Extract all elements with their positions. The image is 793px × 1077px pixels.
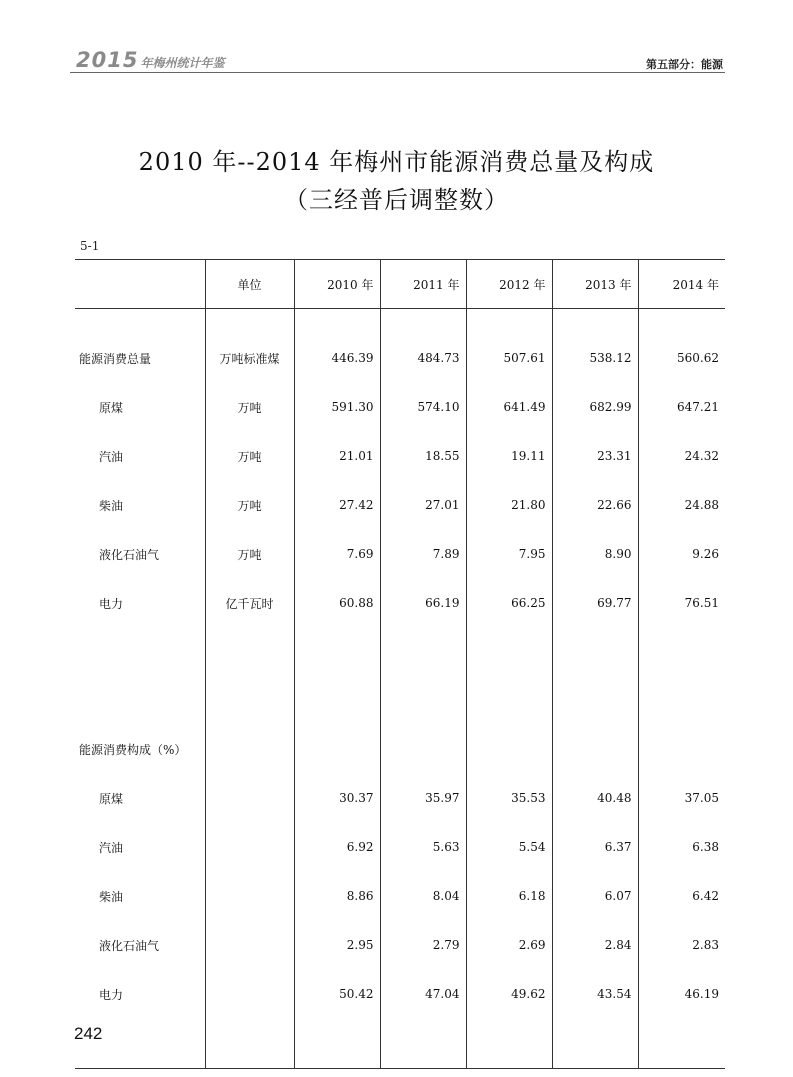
value-cell: 7.89: [380, 530, 466, 579]
unit-column-header: 单位: [205, 260, 294, 309]
table-row: [75, 823, 725, 872]
year-header: 2011 年: [380, 260, 466, 309]
empty-cell: [552, 725, 638, 774]
unit-cell: [205, 774, 294, 823]
value-cell: 2.84: [552, 921, 638, 970]
value-cell: 446.39: [294, 334, 380, 383]
value-cell: 21.80: [466, 481, 552, 530]
spacer-cell: [205, 309, 294, 334]
value-cell: 484.73: [380, 334, 466, 383]
table-row: [75, 579, 725, 628]
value-cell: 50.42: [294, 970, 380, 1019]
unit-cell: [205, 872, 294, 921]
value-cell: 37.05: [638, 774, 725, 823]
value-cell: 35.53: [466, 774, 552, 823]
table-row: [75, 383, 725, 432]
spacer-row: [75, 309, 725, 334]
table-row: [75, 970, 725, 1019]
yearbook-header-title: [76, 48, 224, 72]
spacer-cell: [294, 628, 380, 725]
year-header: 2013 年: [552, 260, 638, 309]
spacer-cell: [380, 309, 466, 334]
unit-cell: 万吨: [205, 432, 294, 481]
spacer-cell: [638, 309, 725, 334]
spacer-cell: [466, 628, 552, 725]
value-cell: 7.95: [466, 530, 552, 579]
year-header: 2012 年: [466, 260, 552, 309]
value-cell: 22.66: [552, 481, 638, 530]
value-cell: 5.63: [380, 823, 466, 872]
unit-cell: 万吨: [205, 481, 294, 530]
value-cell: 6.42: [638, 872, 725, 921]
unit-cell: 万吨: [205, 530, 294, 579]
page-number: 242: [74, 1024, 103, 1043]
spacer-cell: [380, 628, 466, 725]
value-cell: 2.95: [294, 921, 380, 970]
row-label: 电力: [99, 596, 124, 611]
spacer-cell: [205, 1019, 294, 1069]
value-cell: 66.25: [466, 579, 552, 628]
value-cell: 5.54: [466, 823, 552, 872]
spacer-cell: [75, 309, 205, 334]
table-row: [75, 481, 725, 530]
row-label: 能源消费总量: [79, 351, 152, 366]
value-cell: 6.07: [552, 872, 638, 921]
value-cell: 6.18: [466, 872, 552, 921]
value-cell: 591.30: [294, 383, 380, 432]
section-heading-row: [75, 725, 725, 774]
value-cell: 47.04: [380, 970, 466, 1019]
spacer-cell: [552, 309, 638, 334]
value-cell: 21.01: [294, 432, 380, 481]
section-heading: 能源消费构成（%）: [79, 742, 187, 757]
header-row: [75, 260, 725, 309]
value-cell: 35.97: [380, 774, 466, 823]
spacer-cell: [552, 628, 638, 725]
spacer-cell: [638, 1019, 725, 1069]
value-cell: 2.83: [638, 921, 725, 970]
header-divider: [70, 72, 725, 73]
empty-cell: [466, 725, 552, 774]
value-cell: 7.69: [294, 530, 380, 579]
value-cell: 24.88: [638, 481, 725, 530]
value-cell: 43.54: [552, 970, 638, 1019]
value-cell: 27.01: [380, 481, 466, 530]
table-row: [75, 872, 725, 921]
value-cell: 76.51: [638, 579, 725, 628]
value-cell: 24.32: [638, 432, 725, 481]
value-cell: 49.62: [466, 970, 552, 1019]
table-number: 5-1: [80, 239, 100, 253]
spacer-cell: [638, 628, 725, 725]
spacer-cell: [466, 309, 552, 334]
row-label: 原煤: [99, 400, 124, 415]
row-label: 汽油: [99, 449, 124, 464]
header-book-title: 年梅州统计年鉴: [140, 56, 225, 70]
value-cell: 8.86: [294, 872, 380, 921]
value-cell: 8.90: [552, 530, 638, 579]
value-cell: 6.92: [294, 823, 380, 872]
value-cell: 46.19: [638, 970, 725, 1019]
unit-cell: 亿千瓦时: [205, 579, 294, 628]
value-cell: 19.11: [466, 432, 552, 481]
row-label: 液化石油气: [99, 547, 160, 562]
value-cell: 69.77: [552, 579, 638, 628]
spacer-cell: [466, 1019, 552, 1069]
unit-cell: [205, 921, 294, 970]
unit-cell: 万吨标准煤: [205, 334, 294, 383]
empty-cell: [294, 725, 380, 774]
value-cell: 9.26: [638, 530, 725, 579]
row-label: 原煤: [99, 791, 124, 806]
value-cell: 641.49: [466, 383, 552, 432]
spacer-row: [75, 628, 725, 725]
row-label: 液化石油气: [99, 938, 160, 953]
value-cell: 40.48: [552, 774, 638, 823]
page-subtitle: （三经普后调整数）: [284, 186, 509, 214]
page-title: 2010 年--2014 年梅州市能源消费总量及构成: [138, 148, 655, 176]
unit-cell: 万吨: [205, 383, 294, 432]
value-cell: 30.37: [294, 774, 380, 823]
value-cell: 2.79: [380, 921, 466, 970]
value-cell: 18.55: [380, 432, 466, 481]
spacer-cell: [294, 1019, 380, 1069]
energy-consumption-table: [75, 259, 725, 1069]
spacer-cell: [380, 1019, 466, 1069]
year-header: 2010 年: [294, 260, 380, 309]
value-cell: 538.12: [552, 334, 638, 383]
value-cell: 507.61: [466, 334, 552, 383]
unit-cell: [205, 823, 294, 872]
table-row: [75, 334, 725, 383]
spacer-cell: [294, 309, 380, 334]
row-label: 电力: [99, 987, 124, 1002]
value-cell: 6.38: [638, 823, 725, 872]
year-header: 2014 年: [638, 260, 725, 309]
value-cell: 647.21: [638, 383, 725, 432]
header-section: 第五部分：能源: [646, 58, 723, 71]
spacer-cell: [205, 628, 294, 725]
empty-cell: [380, 725, 466, 774]
table-row: [75, 432, 725, 481]
value-cell: 60.88: [294, 579, 380, 628]
header-year: 2015: [76, 48, 139, 72]
spacer-cell: [552, 1019, 638, 1069]
table-row: [75, 774, 725, 823]
value-cell: 23.31: [552, 432, 638, 481]
empty-cell: [638, 725, 725, 774]
row-label: 汽油: [99, 840, 124, 855]
value-cell: 682.99: [552, 383, 638, 432]
table-row: [75, 530, 725, 579]
spacer-cell: [75, 628, 205, 725]
value-cell: 2.69: [466, 921, 552, 970]
row-label: 柴油: [99, 889, 124, 904]
row-label: 柴油: [99, 498, 124, 513]
value-cell: 8.04: [380, 872, 466, 921]
unit-cell: [205, 970, 294, 1019]
value-cell: 6.37: [552, 823, 638, 872]
value-cell: 560.62: [638, 334, 725, 383]
value-cell: 574.10: [380, 383, 466, 432]
value-cell: 27.42: [294, 481, 380, 530]
empty-cell: [205, 725, 294, 774]
spacer-row: [75, 1019, 725, 1069]
table-row: [75, 921, 725, 970]
value-cell: 66.19: [380, 579, 466, 628]
header-empty-cell: [75, 260, 205, 309]
